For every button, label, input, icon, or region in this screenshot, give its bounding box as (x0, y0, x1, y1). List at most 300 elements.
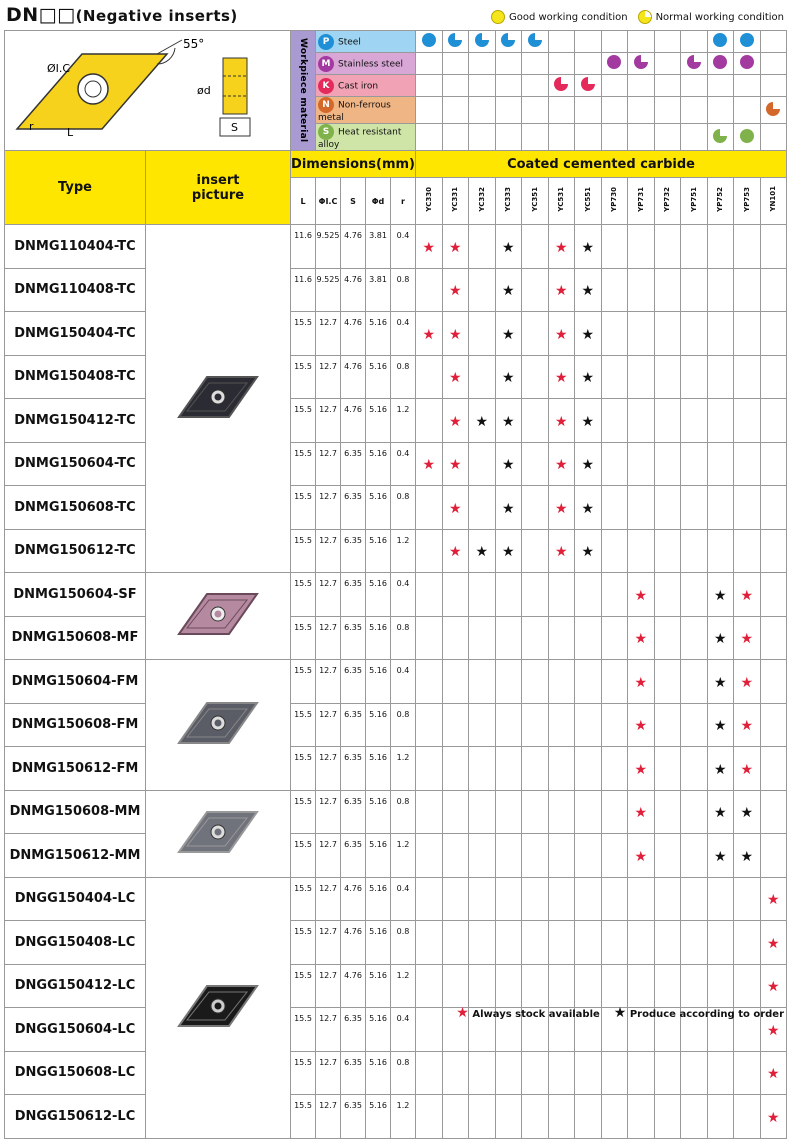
grade-cell (575, 964, 602, 1008)
grade-cell (628, 312, 655, 356)
grade-cell (442, 486, 469, 530)
material-mark-cell (575, 97, 602, 124)
insert-type: DNMG150608-MF (5, 616, 146, 660)
good-condition-icon (713, 55, 727, 69)
grade-cell (734, 486, 761, 530)
grade-cell (575, 747, 602, 791)
grade-cell (654, 703, 681, 747)
red-star-icon: ★ (634, 587, 648, 604)
red-star-icon: ★ (740, 631, 754, 648)
dim-L: 11.6 (291, 225, 316, 269)
dim-L: 15.5 (291, 660, 316, 704)
workpiece-material-label: Workpiece material (291, 31, 316, 151)
dim-ic: 12.7 (316, 616, 341, 660)
dim-L: 15.5 (291, 921, 316, 965)
grade-cell (707, 660, 734, 704)
grade-cell (707, 355, 734, 399)
material-mark-cell (707, 97, 734, 124)
title-main: DN□□ (6, 4, 76, 26)
dim-r: 1.2 (391, 747, 416, 791)
grade-cell (575, 442, 602, 486)
black-star-icon: ★ (502, 326, 515, 343)
dim-r: 0.8 (391, 355, 416, 399)
grade-cell (654, 399, 681, 443)
red-star-icon: ★ (555, 500, 568, 517)
material-mark-cell (601, 124, 628, 151)
insert-diagram (7, 34, 289, 144)
grade-cell (707, 921, 734, 965)
grade-cell (681, 486, 708, 530)
grade-cell (575, 921, 602, 965)
grade-cell (575, 834, 602, 878)
dim-d: 5.16 (366, 1095, 391, 1139)
grade-cell (522, 834, 549, 878)
dim-s: 6.35 (341, 790, 366, 834)
grade-cell (734, 921, 761, 965)
grade-cell (469, 747, 496, 791)
s-label: S (230, 120, 238, 134)
material-mark-cell (760, 97, 787, 124)
material-mark-cell (681, 124, 708, 151)
grade-cell (442, 1051, 469, 1095)
grade-cell (734, 268, 761, 312)
insert-type: DNMG150404-TC (5, 312, 146, 356)
material-mark-cell (548, 53, 575, 75)
black-star-icon: ★ (581, 544, 595, 561)
dim-ic: 12.7 (316, 1051, 341, 1095)
grade-cell (628, 486, 655, 530)
grade-cell (522, 660, 549, 704)
material-mark-cell (681, 97, 708, 124)
dim-d: 5.16 (366, 834, 391, 878)
dim-d: 5.16 (366, 573, 391, 617)
grade-cell (442, 312, 469, 356)
d-label: ød (196, 83, 211, 97)
material-mark-cell (681, 31, 708, 53)
grade-cell (681, 268, 708, 312)
grade-cell (628, 225, 655, 269)
grade-cell (522, 529, 549, 573)
grade-label: YP730 (610, 186, 619, 212)
red-star-icon: ★ (555, 283, 568, 300)
material-mark-cell (495, 75, 522, 97)
insert-type: DNMG150604-FM (5, 660, 146, 704)
grade-cell (442, 1095, 469, 1139)
material-mark-cell (522, 97, 549, 124)
table-row (5, 660, 787, 704)
material-mark-cell (601, 75, 628, 97)
good-condition-icon (422, 33, 436, 47)
insert-type: DNGG150404-LC (5, 877, 146, 921)
black-star-icon: ★ (581, 283, 595, 300)
dim-r: 1.2 (391, 834, 416, 878)
grade-cell (548, 703, 575, 747)
grade-cell (654, 921, 681, 965)
black-star-icon: ★ (714, 718, 727, 735)
grade-col-header (707, 178, 734, 225)
grade-cell (548, 312, 575, 356)
grade-cell (654, 355, 681, 399)
grade-cell (469, 442, 496, 486)
grade-cell (628, 747, 655, 791)
grade-cell (469, 399, 496, 443)
insert-type: DNMG150412-TC (5, 399, 146, 443)
material-mark-cell (522, 53, 549, 75)
black-star-icon: ★ (581, 457, 595, 474)
grade-cell (601, 877, 628, 921)
grade-cell (522, 1051, 549, 1095)
grade-cell (654, 790, 681, 834)
grade-cell (495, 399, 522, 443)
grade-cell (522, 268, 549, 312)
insert-type: DNMG150612-TC (5, 529, 146, 573)
black-star-icon: ★ (581, 326, 595, 343)
material-mark-cell (495, 97, 522, 124)
grade-cell (681, 747, 708, 791)
grade-label: YP753 (742, 186, 751, 212)
material-name: Cast iron (338, 81, 379, 91)
table-row (5, 834, 787, 878)
insert-picture-cell (146, 877, 291, 1138)
insert-type: DNGG150612-LC (5, 1095, 146, 1139)
material-mark-cell (469, 124, 496, 151)
grade-cell (495, 312, 522, 356)
grade-cell (575, 268, 602, 312)
grade-cell (734, 1095, 761, 1139)
dim-ic: 12.7 (316, 747, 341, 791)
grade-cell (416, 921, 443, 965)
grade-cell (681, 921, 708, 965)
grade-cell (575, 486, 602, 530)
grade-cell (654, 486, 681, 530)
grade-cell (469, 225, 496, 269)
grade-label: YP752 (716, 186, 725, 212)
grade-cell (469, 268, 496, 312)
grade-col-header (548, 178, 575, 225)
grade-label: YP731 (636, 186, 645, 212)
grade-cell (601, 268, 628, 312)
grade-cell (575, 660, 602, 704)
dim-r: 1.2 (391, 964, 416, 1008)
table-row (5, 1051, 787, 1095)
grade-cell (416, 964, 443, 1008)
grade-cell (734, 442, 761, 486)
insert-picture-cell (146, 573, 291, 660)
grade-cell (495, 573, 522, 617)
grade-cell (760, 355, 787, 399)
dim-ic: 12.7 (316, 877, 341, 921)
black-star-icon: ★ (714, 761, 727, 778)
material-mark-cell (495, 124, 522, 151)
ic-label: ØI.C (46, 61, 70, 75)
dim-col-header: ΦI.C (316, 178, 341, 225)
grade-cell (654, 964, 681, 1008)
legend-top (491, 10, 784, 24)
dim-s: 6.35 (341, 1051, 366, 1095)
grade-cell (760, 1095, 787, 1139)
dim-ic: 12.7 (316, 790, 341, 834)
red-star-icon: ★ (456, 1005, 469, 1021)
insert-type: DNGG150408-LC (5, 921, 146, 965)
grade-cell (442, 573, 469, 617)
material-mark-cell (495, 31, 522, 53)
grade-cell (707, 268, 734, 312)
grade-cell (495, 790, 522, 834)
dim-L: 15.5 (291, 1051, 316, 1095)
grade-cell (628, 834, 655, 878)
table-row (5, 312, 787, 356)
grade-col-header (654, 178, 681, 225)
material-mark-cell (760, 31, 787, 53)
grade-cell (442, 616, 469, 660)
grade-cell (681, 616, 708, 660)
material-mark-cell (681, 53, 708, 75)
red-star-icon: ★ (634, 718, 648, 735)
grade-cell (469, 790, 496, 834)
grade-cell (707, 703, 734, 747)
grade-cell (734, 399, 761, 443)
red-star-icon: ★ (767, 1066, 780, 1083)
grade-cell (734, 573, 761, 617)
grade-cell (628, 355, 655, 399)
dim-L: 15.5 (291, 877, 316, 921)
material-mark-cell (760, 53, 787, 75)
material-name: Steel (338, 37, 361, 47)
grade-cell (681, 790, 708, 834)
grade-cell (416, 877, 443, 921)
table-row (5, 616, 787, 660)
grade-cell (548, 616, 575, 660)
grade-cell (601, 703, 628, 747)
grade-cell (601, 573, 628, 617)
grade-cell (681, 703, 708, 747)
dim-L: 15.5 (291, 312, 316, 356)
grade-col-header (601, 178, 628, 225)
material-mark-cell (416, 31, 443, 53)
red-star-icon: ★ (449, 283, 462, 300)
black-star-icon: ★ (740, 848, 754, 865)
grade-cell (734, 790, 761, 834)
table-row (5, 355, 787, 399)
grade-cell (416, 834, 443, 878)
grade-cell (548, 964, 575, 1008)
table-row (5, 964, 787, 1008)
dim-d: 5.16 (366, 877, 391, 921)
grade-cell (442, 529, 469, 573)
dim-ic: 12.7 (316, 486, 341, 530)
angle-label: 55° (182, 36, 204, 51)
grade-cell (416, 486, 443, 530)
dim-d: 5.16 (366, 529, 391, 573)
grade-cell (495, 225, 522, 269)
grade-cell (734, 660, 761, 704)
insert-picture-icon (173, 806, 263, 858)
material-mark-cell (416, 97, 443, 124)
grade-cell (681, 355, 708, 399)
grade-cell (628, 616, 655, 660)
dim-s: 6.35 (341, 616, 366, 660)
table-row (5, 486, 787, 530)
dim-L: 15.5 (291, 529, 316, 573)
grade-cell (575, 399, 602, 443)
insert-type: DNMG150604-TC (5, 442, 146, 486)
material-P (316, 31, 416, 53)
dim-d: 5.16 (366, 486, 391, 530)
grade-cell (416, 529, 443, 573)
material-mark-cell (575, 31, 602, 53)
insert-picture-icon (173, 697, 263, 749)
good-condition-icon (740, 129, 754, 143)
grade-cell (469, 921, 496, 965)
grade-cell (416, 660, 443, 704)
grade-cell (495, 616, 522, 660)
dim-ic: 12.7 (316, 1008, 341, 1052)
material-N (316, 97, 416, 124)
material-mark-cell (416, 53, 443, 75)
grade-cell (601, 790, 628, 834)
full-circle-icon (491, 10, 505, 24)
dim-d: 5.16 (366, 703, 391, 747)
grade-cell (734, 834, 761, 878)
material-mark-cell (628, 53, 655, 75)
grade-cell (654, 877, 681, 921)
red-star-icon: ★ (422, 239, 436, 256)
grade-label: YC551 (583, 186, 592, 212)
grade-cell (601, 1095, 628, 1139)
dim-d: 5.16 (366, 1008, 391, 1052)
grade-cell (734, 877, 761, 921)
insert-picture-cell (146, 660, 291, 791)
red-star-icon: ★ (740, 674, 754, 691)
dim-L: 15.5 (291, 1008, 316, 1052)
grade-cell (548, 834, 575, 878)
dim-s: 4.76 (341, 399, 366, 443)
grade-cell (760, 616, 787, 660)
material-name: Heat resistant alloy (318, 127, 402, 150)
grade-cell (707, 877, 734, 921)
grade-cell (654, 747, 681, 791)
red-star-icon: ★ (634, 631, 648, 648)
table-row (5, 573, 787, 617)
grade-cell (442, 268, 469, 312)
normal-condition-icon (501, 33, 515, 47)
material-mark-cell (601, 97, 628, 124)
red-star-icon: ★ (449, 544, 462, 561)
insert-type: DNMG150608-FM (5, 703, 146, 747)
grade-cell (442, 442, 469, 486)
material-mark-cell (416, 124, 443, 151)
dim-r: 0.8 (391, 268, 416, 312)
grade-cell (522, 790, 549, 834)
table-row (5, 703, 787, 747)
grade-cell (469, 486, 496, 530)
material-M (316, 53, 416, 75)
material-badge-icon: M (318, 56, 334, 72)
dim-r: 0.8 (391, 921, 416, 965)
material-mark-cell (654, 124, 681, 151)
material-mark-cell (442, 97, 469, 124)
grade-cell (469, 703, 496, 747)
grade-cell (575, 616, 602, 660)
red-star-icon: ★ (422, 457, 436, 474)
grade-cell (469, 834, 496, 878)
material-mark-cell (442, 124, 469, 151)
insert-type: DNGG150604-LC (5, 1008, 146, 1052)
l-label: L (66, 125, 73, 139)
grade-label: YC333 (504, 186, 513, 212)
grade-cell (760, 834, 787, 878)
grade-cell (522, 747, 549, 791)
grade-cell (654, 573, 681, 617)
material-mark-cell (522, 124, 549, 151)
material-mark-cell (575, 53, 602, 75)
grade-cell (416, 616, 443, 660)
material-mark-cell (707, 53, 734, 75)
grade-cell (548, 573, 575, 617)
dim-ic: 12.7 (316, 1095, 341, 1139)
table-row (5, 921, 787, 965)
grade-cell (548, 529, 575, 573)
material-mark-cell (575, 75, 602, 97)
normal-condition-icon (713, 129, 727, 143)
insert-type: DNMG150612-MM (5, 834, 146, 878)
dim-L: 15.5 (291, 616, 316, 660)
grade-cell (681, 529, 708, 573)
grade-cell (522, 486, 549, 530)
dim-ic: 12.7 (316, 573, 341, 617)
grade-cell (548, 442, 575, 486)
grade-cell (469, 616, 496, 660)
black-star-icon: ★ (502, 500, 515, 517)
red-star-icon: ★ (449, 370, 462, 387)
dim-ic: 12.7 (316, 355, 341, 399)
material-mark-cell (654, 53, 681, 75)
grade-cell (416, 312, 443, 356)
good-condition-icon (713, 33, 727, 47)
grade-cell (495, 703, 522, 747)
grade-cell (760, 529, 787, 573)
black-star-icon: ★ (475, 413, 489, 430)
grade-cell (628, 921, 655, 965)
grade-cell (522, 312, 549, 356)
material-mark-cell (416, 75, 443, 97)
material-mark-cell (654, 97, 681, 124)
red-star-icon: ★ (767, 935, 780, 952)
black-star-icon: ★ (581, 413, 595, 430)
material-mark-cell (734, 124, 761, 151)
grade-cell (548, 660, 575, 704)
grade-col-header (469, 178, 496, 225)
grade-cell (575, 312, 602, 356)
grade-col-header (734, 178, 761, 225)
material-badge-icon: K (318, 78, 334, 94)
table-row (5, 1095, 787, 1139)
black-star-icon: ★ (740, 805, 754, 822)
dim-d: 5.16 (366, 790, 391, 834)
grade-cell (654, 1051, 681, 1095)
grade-cell (495, 442, 522, 486)
grade-label: YC330 (424, 186, 433, 212)
dim-ic: 12.7 (316, 921, 341, 965)
grade-col-header (416, 178, 443, 225)
grade-cell (601, 834, 628, 878)
material-name: Non-ferrous metal (318, 100, 391, 123)
legend-stock-label: Always stock available (472, 1009, 600, 1020)
grade-cell (416, 355, 443, 399)
grade-cell (681, 1051, 708, 1095)
dim-r: 0.4 (391, 225, 416, 269)
grade-cell (495, 268, 522, 312)
